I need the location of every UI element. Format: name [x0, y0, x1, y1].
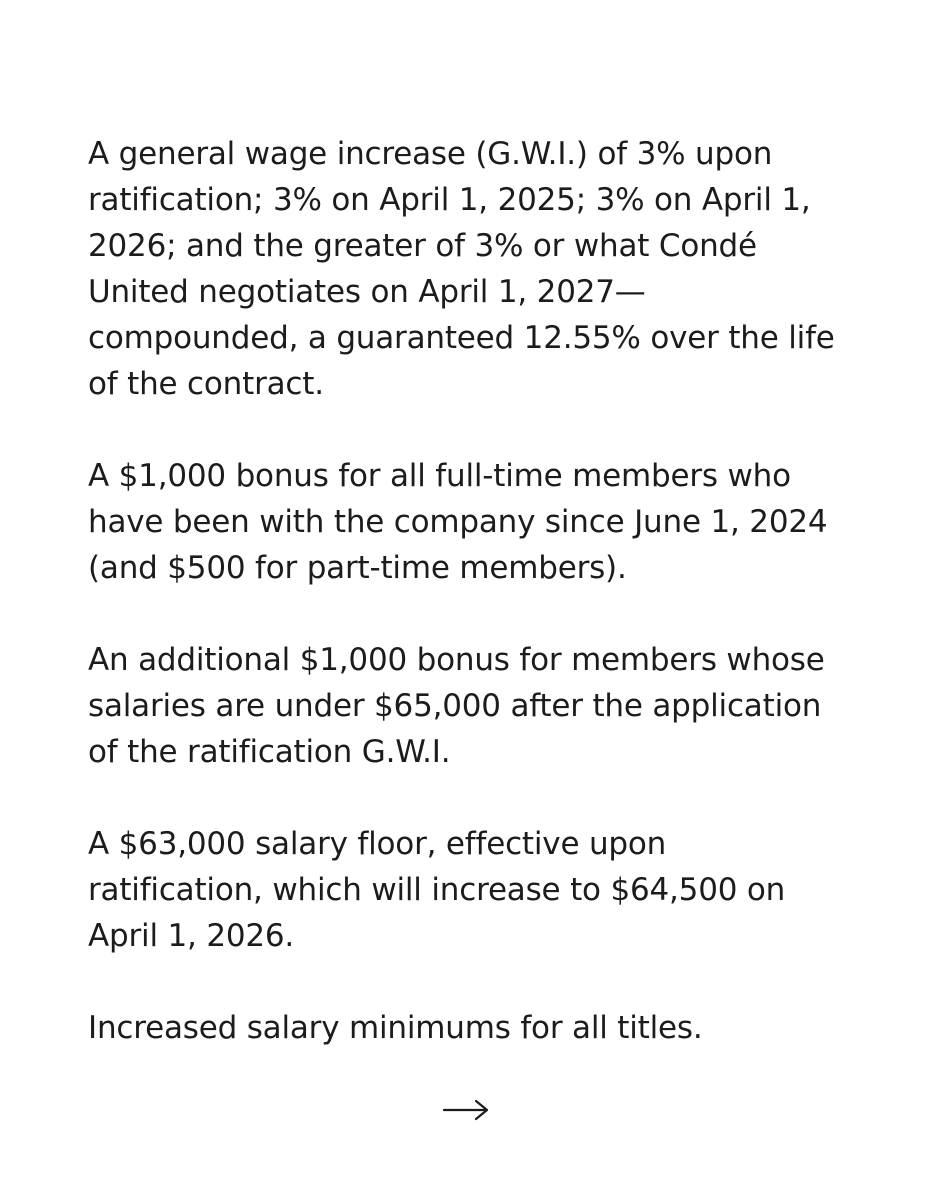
paragraph-line: April 1, 2026.: [88, 918, 295, 954]
right-arrow-icon[interactable]: [442, 1098, 490, 1122]
paragraph-line: A $1,000 bonus for all full-time members who: [88, 458, 791, 494]
additional-bonus-paragraph: [88, 637, 888, 775]
paragraph-line: An additional $1,000 bonus for members whose: [88, 642, 825, 678]
wage-increase-paragraph: [88, 131, 888, 407]
salary-minimums-paragraph: [88, 1005, 888, 1051]
bonus-paragraph: [88, 453, 888, 591]
salary-floor-paragraph: [88, 821, 888, 959]
contract-terms: [88, 131, 888, 1097]
paragraph-line: 2026; and the greater of 3% or what Condé: [88, 228, 757, 264]
paragraph-line: United negotiates on April 1, 2027—: [88, 274, 646, 310]
paragraph-line: of the ratification G.W.I.: [88, 734, 451, 770]
paragraph-line: salaries are under $65,000 after the application: [88, 688, 822, 724]
paragraph-line: ratification, which will increase to $64,500 on: [88, 872, 786, 908]
paragraph-line: (and $500 for part-time members).: [88, 550, 627, 586]
paragraph-line: Increased salary minimums for all titles.: [88, 1010, 703, 1046]
paragraph-line: compounded, a guaranteed 12.55% over the life: [88, 320, 835, 356]
paragraph-line: A $63,000 salary floor, effective upon: [88, 826, 667, 862]
paragraph-line: ratification; 3% on April 1, 2025; 3% on April 1,: [88, 182, 811, 218]
paragraph-line: have been with the company since June 1, 2024: [88, 504, 828, 540]
paragraph-line: of the contract.: [88, 366, 324, 402]
paragraph-line: A general wage increase (G.W.I.) of 3% upon: [88, 136, 773, 172]
